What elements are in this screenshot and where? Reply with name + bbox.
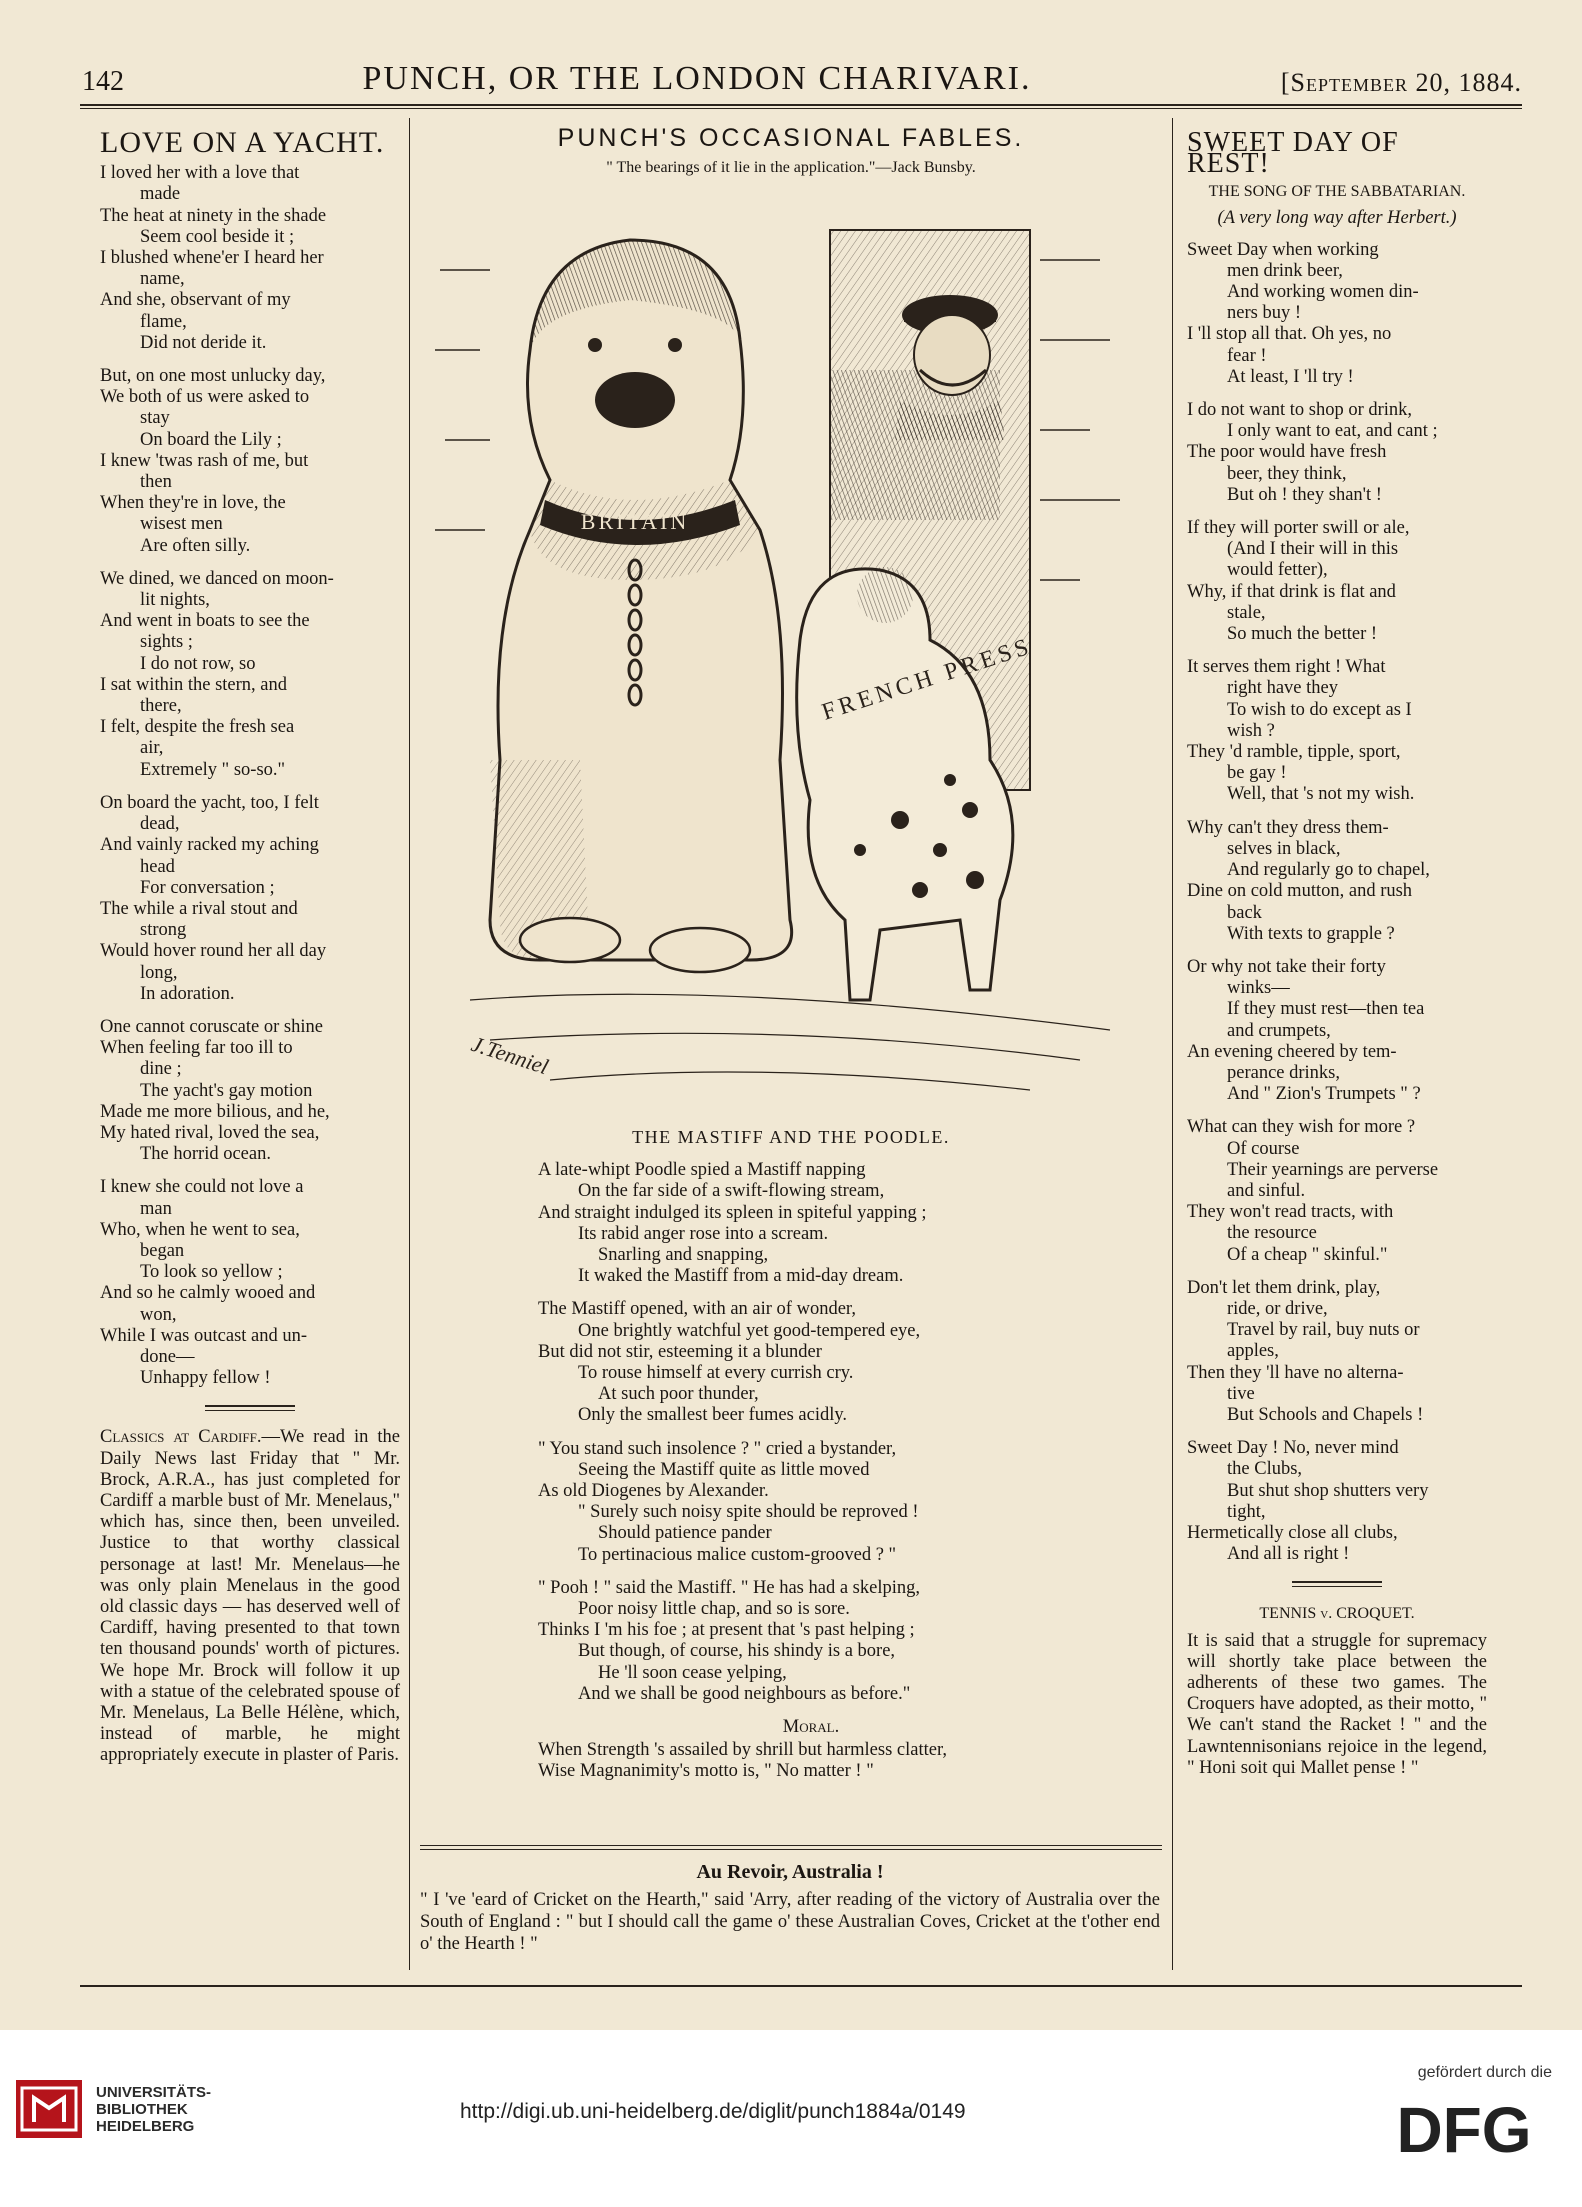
stanza [1187, 1278, 1487, 1426]
section-separator-right [1292, 1581, 1382, 1587]
header-rule-thin [80, 108, 1522, 109]
poem-line: strong [140, 920, 187, 941]
poem-line: To rouse himself at every currish cry. [578, 1363, 854, 1384]
poem-line: Why can't they dress them- [1187, 817, 1389, 838]
poem-line: He 'll soon cease yelping, [598, 1662, 787, 1683]
permalink-url[interactable]: http://digi.ub.uni-heidelberg.de/diglit/punch1884a/0149 [460, 2100, 966, 2123]
poem-line: beer, they think, [1227, 463, 1347, 484]
poem-line: The while a rival stout and [100, 898, 298, 919]
poem-line: And so he calmly wooed and [100, 1283, 316, 1304]
fable-text-block [420, 1127, 1162, 1783]
library-logo[interactable] [14, 2078, 211, 2140]
cardiff-article [100, 1427, 400, 1766]
moral-text [420, 1740, 1162, 1782]
poem-line: And " Zion's Trumpets " ? [1227, 1084, 1421, 1105]
poem-line: Only the smallest beer fumes acidly. [578, 1405, 848, 1426]
poem-line: Thinks I 'm his foe ; at present that 's past helping ; [538, 1620, 915, 1641]
poem-line: lit nights, [140, 590, 210, 611]
poem-line: Well, that 's not my wish. [1227, 784, 1415, 805]
poem-line: I loved her with a love that [100, 163, 300, 184]
column-divider-left [409, 118, 410, 1970]
right-column [1187, 127, 1487, 1779]
poem-line: ride, or drive, [1227, 1298, 1328, 1319]
dfg-logo[interactable] [1374, 2096, 1554, 2160]
au-revoir-block [420, 1862, 1160, 1955]
poem-line: On board the yacht, too, I felt [100, 792, 319, 813]
poem-line: The poor would have fresh [1187, 442, 1387, 463]
stanza [538, 1160, 1162, 1287]
library-name-line1: UNIVERSITÄTS- [96, 2083, 212, 2101]
poem-line: But oh ! they shan't ! [1227, 484, 1382, 505]
digitisation-footer [0, 2030, 1582, 2207]
mastiff-poodle-poem [420, 1160, 1162, 1705]
poem-line: But shut shop shutters very [1227, 1480, 1429, 1501]
moral-title: Moral. [782, 1717, 840, 1738]
poem-line: " You stand such insolence ? " cried a bystander, [538, 1438, 897, 1459]
stanza [1187, 518, 1487, 645]
mastiff-dog [490, 240, 792, 972]
poem-line: tive [1227, 1383, 1255, 1404]
poem-line: With texts to grapple ? [1227, 923, 1395, 944]
poem-line: ners buy ! [1227, 303, 1301, 324]
poem-line: Or why not take their forty [1187, 956, 1386, 977]
poem-line: Why, if that drink is flat and [1187, 581, 1396, 602]
poem-line: the Clubs, [1227, 1459, 1303, 1480]
sweet-day-note: (A very long way after Herbert.) [1217, 208, 1457, 229]
stanza [100, 1017, 400, 1165]
poem-line: But did not stir, esteeming it a blunder [538, 1341, 822, 1362]
stanza [100, 569, 400, 781]
poem-line: air, [140, 738, 164, 759]
poem-line: I only want to eat, and cant ; [1227, 421, 1438, 442]
poem-line: would fetter), [1227, 560, 1328, 581]
poodle-text: FRENCH PRESS [818, 633, 1036, 726]
poem-line: Seeing the Mastiff quite as little moved [578, 1459, 870, 1480]
poem-line: there, [140, 696, 182, 717]
poem-line: Hermetically close all clubs, [1187, 1522, 1398, 1543]
poem-line: made [140, 184, 181, 205]
poem-line: flame, [140, 311, 187, 332]
poem-line: Dine on cold mutton, and rush [1187, 881, 1413, 902]
library-name-line3: HEIDELBERG [96, 2117, 195, 2135]
poem-line: be gay ! [1227, 763, 1287, 784]
stanza [1187, 957, 1487, 1105]
bottom-rule [80, 1985, 1522, 1987]
mastiff-poodle-illustration [430, 200, 1140, 1120]
poem-line: and crumpets, [1227, 1020, 1331, 1041]
poem-line: stale, [1227, 602, 1266, 623]
poem-line: long, [140, 962, 178, 983]
love-on-yacht-poem [100, 163, 400, 1389]
poem-line: and sinful. [1227, 1180, 1306, 1201]
poem-line: tight, [1227, 1501, 1266, 1522]
cardiff-article-text: —We read in the Daily News last Friday that " Mr. Brock, A.R.A., has just completed for Cardiff a marble bust of Mr. Menelaus," which has, since then, been unveiled. Justice to that worthy classical personage at last! Mr. Menelaus—he was only plain Menelaus in the good old classic days — has deserved well of Cardiff, having presented to that town ten thousand pounds' worth of pictures. We hope Mr. Brock will follow it up with a statue of the celebrated spouse of Mr. Menelaus, La Belle Hélène, which, instead of marble, he might appropriately execute in plaster of Paris. [100, 1427, 401, 1766]
stanza [100, 366, 400, 557]
poem-line: But Schools and Chapels ! [1227, 1404, 1424, 1425]
tennis-title: TENNIS v. CROQUET. [1259, 1605, 1415, 1623]
header-rule [80, 104, 1522, 106]
poem-line: They won't read tracts, with [1187, 1202, 1394, 1223]
stanza [1187, 400, 1487, 506]
poem-line: They 'd ramble, tipple, sport, [1187, 742, 1401, 763]
poem-line: But though, of course, his shindy is a bore, [578, 1641, 896, 1662]
poem-line: then [140, 472, 172, 493]
funded-by-label: gefördert durch die [1417, 2064, 1552, 2081]
poem-line: Are often silly. [140, 535, 251, 556]
poem-line: On the far side of a swift-flowing stream, [578, 1181, 885, 1202]
poem-line: While I was outcast and un- [100, 1325, 308, 1346]
poem-line: Unhappy fellow ! [140, 1368, 271, 1389]
poem-line: (And I their will in this [1227, 539, 1399, 560]
poem-line: Sweet Day when working [1187, 239, 1379, 260]
poem-line: I knew she could not love a [100, 1177, 304, 1198]
illustration-caption: THE MASTIFF AND THE POODLE. [632, 1127, 950, 1147]
poem-line: The yacht's gay motion [140, 1080, 313, 1101]
love-on-yacht-title: LOVE ON A YACHT. [100, 126, 385, 159]
poem-line: And working women din- [1227, 282, 1419, 303]
poem-line: " Surely such noisy spite should be reproved ! [578, 1502, 919, 1523]
poem-line: In adoration. [140, 983, 235, 1004]
poem-line: perance drinks, [1227, 1062, 1341, 1083]
poem-line: The Mastiff opened, with an air of wonder, [538, 1299, 856, 1320]
poem-line: I do not want to shop or drink, [1187, 400, 1413, 421]
poem-line: fear ! [1227, 345, 1267, 366]
poem-line: sights ; [140, 632, 193, 653]
artist-signature: J.Tenniel [468, 1030, 552, 1080]
poem-line: As old Diogenes by Alexander. [538, 1481, 769, 1502]
stanza [1187, 818, 1487, 945]
poem-line: What can they wish for more ? [1187, 1117, 1416, 1138]
poem-line: An evening cheered by tem- [1187, 1041, 1397, 1062]
poem-line: A late-whipt Poodle spied a Mastiff napping [538, 1160, 866, 1181]
poem-line: So much the better ! [1227, 624, 1378, 645]
poem-line: right have they [1227, 678, 1338, 699]
poem-line: Made me more bilious, and he, [100, 1101, 330, 1122]
poem-line: Don't let them drink, play, [1187, 1277, 1381, 1298]
poem-line: head [140, 856, 175, 877]
poem-line: stay [140, 408, 170, 429]
issue-date: [September 20, 1884. [1280, 68, 1522, 97]
poem-line: Poor noisy little chap, and so is sore. [578, 1599, 850, 1620]
poem-line: Of a cheap " skinful." [1227, 1244, 1388, 1265]
stanza [100, 1177, 400, 1389]
left-column [100, 126, 401, 1767]
poem-line: dine ; [140, 1059, 182, 1080]
poem-line: wisest men [140, 514, 223, 535]
poem-line: name, [140, 269, 185, 290]
poem-line: Their yearnings are perverse [1227, 1159, 1439, 1180]
cardiff-article-lead: Classics at Cardiff. [100, 1427, 262, 1448]
poem-line: apples, [1227, 1341, 1279, 1362]
poem-line: And she, observant of my [100, 290, 291, 311]
poem-line: " Pooh ! " said the Mastiff. " He has had a skelping, [538, 1577, 920, 1598]
poem-line: done— [140, 1346, 195, 1367]
page-header [82, 50, 1522, 98]
tennis-text: It is said that a struggle for supremacy will shortly take place between the adherents of these two games. The Croquers have adopted, as their motto, " We can't stand the Racket ! " and the Lawntennisonians rejoice in the legend, " Honi soit qui Mallet pense ! " [1187, 1630, 1487, 1778]
poem-line: And straight indulged its spleen in spiteful yapping ; [538, 1202, 927, 1223]
poem-line: Extremely " so-so." [140, 759, 286, 780]
poem-line: When feeling far too ill to [100, 1038, 293, 1059]
poem-line: Did not deride it. [140, 332, 267, 353]
poem-line: If they must rest—then tea [1227, 999, 1425, 1020]
wooden-fence [830, 370, 1000, 520]
center-section-rule [420, 1845, 1162, 1846]
moral-line: Wise Magnanimity's motto is, " No matter ! " [538, 1761, 874, 1782]
poem-line: One brightly watchful yet good-tempered eye, [578, 1320, 921, 1341]
poem-line: selves in black, [1227, 838, 1341, 859]
center-section-rule-2 [420, 1849, 1162, 1850]
poem-line: For conversation ; [140, 877, 275, 898]
poem-line: It waked the Mastiff from a mid-day dream. [578, 1266, 904, 1287]
poem-line: But, on one most unlucky day, [100, 366, 326, 387]
stanza [538, 1299, 1162, 1426]
stanza [100, 163, 400, 354]
poem-line: The heat at ninety in the shade [100, 205, 327, 226]
stanza [538, 1439, 1162, 1566]
poem-line: I 'll stop all that. Oh yes, no [1187, 324, 1392, 345]
university-seal-icon [14, 2078, 84, 2140]
library-name [96, 2084, 211, 2135]
poem-line: Seem cool beside it ; [140, 226, 295, 247]
poem-line: I do not row, so [140, 653, 256, 674]
poem-line: wish ? [1227, 720, 1275, 741]
column-divider-right [1172, 118, 1173, 1970]
poem-line: Of course [1227, 1138, 1300, 1159]
poem-line: And went in boats to see the [100, 611, 310, 632]
collar-text: BRITAIN [580, 509, 690, 534]
poem-line: One cannot coruscate or shine [100, 1016, 323, 1037]
fables-title: PUNCH'S OCCASIONAL FABLES. [557, 124, 1025, 152]
stanza [1187, 1117, 1487, 1265]
poem-line: And all is right ! [1227, 1544, 1350, 1565]
poem-line: We dined, we danced on moon- [100, 568, 334, 589]
stanza [1187, 1438, 1487, 1565]
poem-line: We both of us were asked to [100, 387, 310, 408]
poem-line: Then they 'll have no alterna- [1187, 1362, 1404, 1383]
poem-line: To look so yellow ; [140, 1262, 283, 1283]
sweet-day-subtitle: THE SONG OF THE SABBATARIAN. [1208, 183, 1466, 201]
poem-line: And regularly go to chapel, [1227, 860, 1430, 881]
poem-line: Sweet Day ! No, never mind [1187, 1438, 1399, 1459]
poem-line: winks— [1227, 978, 1290, 999]
poem-line: At such poor thunder, [598, 1384, 759, 1405]
poem-line: dead, [140, 814, 180, 835]
poem-line: began [140, 1240, 185, 1261]
poem-line: I blushed whene'er I heard her [100, 248, 324, 269]
poem-line: back [1227, 902, 1262, 923]
poem-line: man [140, 1198, 172, 1219]
stanza [1187, 657, 1487, 805]
poem-line: I felt, despite the fresh sea [100, 717, 295, 738]
poem-line: Would hover round her all day [100, 941, 327, 962]
poem-line: Snarling and snapping, [598, 1245, 769, 1266]
poem-line: The horrid ocean. [140, 1144, 271, 1165]
poem-line: I sat within the stern, and [100, 674, 288, 695]
poem-line: And vainly racked my aching [100, 835, 319, 856]
dfg-logo-text: DFG [1396, 2096, 1532, 2160]
page-number: 142 [82, 66, 124, 97]
poem-line: Who, when he went to sea, [100, 1219, 300, 1240]
poem-line: To wish to do except as I [1227, 699, 1412, 720]
sweet-day-title: SWEET DAY OF REST! [1187, 127, 1399, 180]
masthead-title: PUNCH, OR THE LONDON CHARIVARI. [362, 60, 1032, 97]
poem-line: Travel by rail, buy nuts or [1227, 1320, 1420, 1341]
poem-line: My hated rival, loved the sea, [100, 1122, 320, 1143]
fables-epigraph: " The bearings of it lie in the application."—Jack Bunsby. [606, 159, 976, 177]
poem-line: At least, I 'll try ! [1227, 366, 1354, 387]
poem-line: To pertinacious malice custom-grooved ? " [578, 1544, 897, 1565]
poem-line: And we shall be good neighbours as before." [578, 1683, 911, 1704]
au-revoir-text: " I 've 'eard of Cricket on the Hearth," said 'Arry, after reading of the victory of Australia over the South of England : " but I should call the game o' these Australian Coves, Cricket at the t'other end o' the Hearth ! " [420, 1890, 1160, 1955]
poem-line: the resource [1227, 1223, 1317, 1244]
poem-line: It serves them right ! What [1187, 657, 1386, 678]
stanza [100, 793, 400, 1005]
poem-line: Its rabid anger rose into a scream. [578, 1223, 829, 1244]
poem-line: If they will porter swill or ale, [1187, 518, 1410, 539]
library-name-line2: BIBLIOTHEK [96, 2100, 188, 2118]
poem-line: When they're in love, the [100, 493, 286, 514]
sweet-day-poem [1187, 240, 1487, 1566]
center-column [420, 124, 1162, 178]
stanza [1187, 240, 1487, 388]
moral-line: When Strength 's assailed by shrill but harmless clatter, [538, 1740, 947, 1761]
poem-line: On board the Lily ; [140, 429, 282, 450]
poem-line: men drink beer, [1227, 260, 1343, 281]
poem-line: won, [140, 1304, 177, 1325]
poem-line: Should patience pander [598, 1523, 772, 1544]
section-separator [205, 1405, 295, 1411]
au-revoir-title: Au Revoir, Australia ! [696, 1861, 884, 1883]
poem-line: I knew 'twas rash of me, but [100, 450, 309, 471]
stanza [538, 1578, 1162, 1705]
